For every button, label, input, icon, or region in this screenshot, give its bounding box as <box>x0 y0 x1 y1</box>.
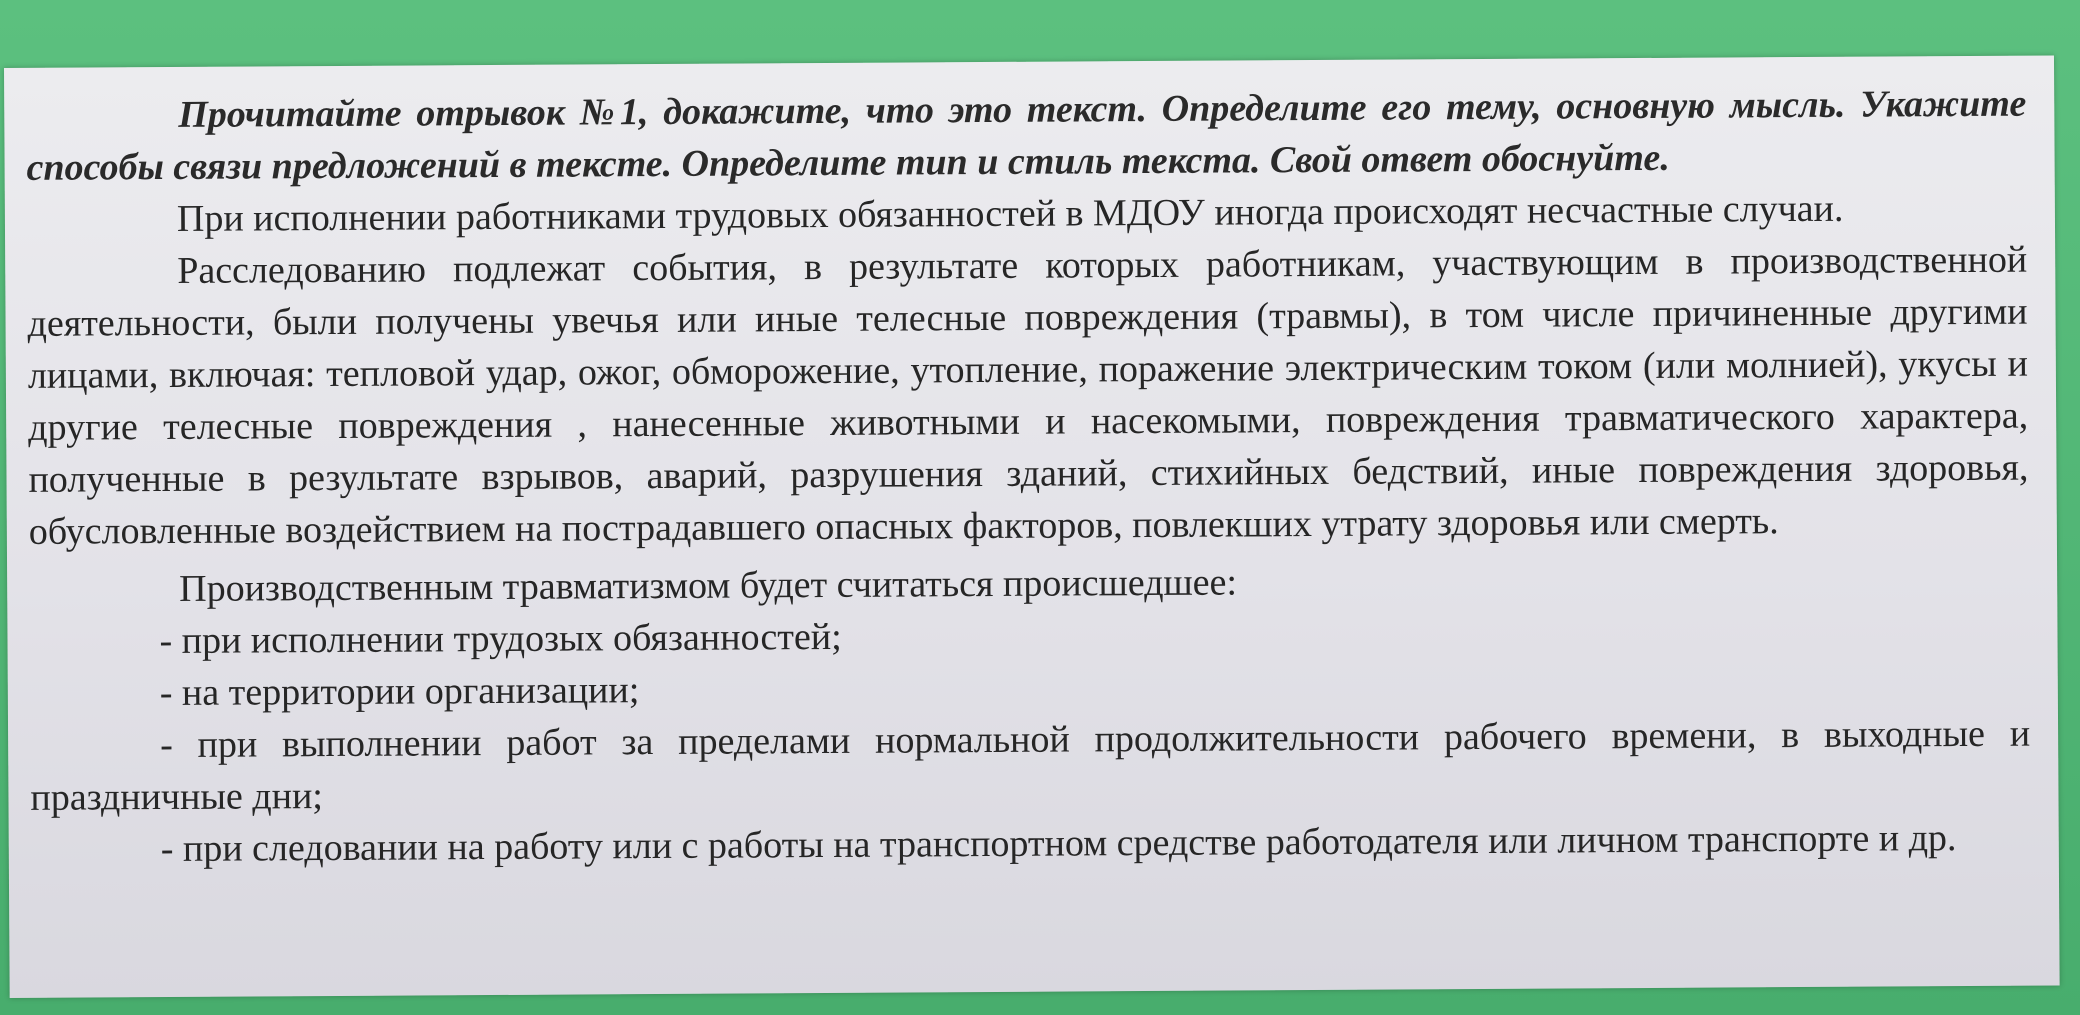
list-intro: Производственным травматизмом будет считаться происшедшее: <box>179 561 1238 610</box>
list-item: - на территории организации; <box>159 669 640 715</box>
paragraph-investigation: Расследованию подлежат события, в результате которых работникам, участвующим в производственной деятельности, были получены увечья или иные телесные повреждения (травмы), в том числе причиненные другими лицами, включая: тепловой удар, ожог, обморожение, утопление, поражение электрическим током (или молнией), укусы и другие телесные повреждения , нанесенные животными и насекомыми, повреждения травматического характера, полученные в результате взрывов, аварий, разрушения зданий, стихийных бедствий, иные повреждения здоровья, обусловленные воздействием на пострадавшего опасных факторов, повлекших утрату здоровья или смерть. <box>27 238 2029 553</box>
paper-sheet <box>4 55 2060 998</box>
paragraph-intro: При исполнении работниками трудовых обязанностей в МДОУ иногда происходят несчастные случаи. <box>176 187 1844 240</box>
document-body <box>26 78 2031 876</box>
list-item: - при выполнении работ за пределами нормальной продолжительности рабочего времени, в выходные и праздничные дни; <box>30 712 2031 819</box>
list-item: - при следовании на работу или с работы на транспортном средстве работодателя или личном транспорте и др. <box>160 817 1957 871</box>
list-item: - при исполнении трудозых обязанностей; <box>159 615 842 663</box>
task-instruction: Прочитайте отрывок №1, докажите, что это текст. Определите его тему, основную мысль. Укажите способы связи предложений в тексте. Определите тип и стиль текста. Свой ответ обоснуйте. <box>26 82 2027 189</box>
